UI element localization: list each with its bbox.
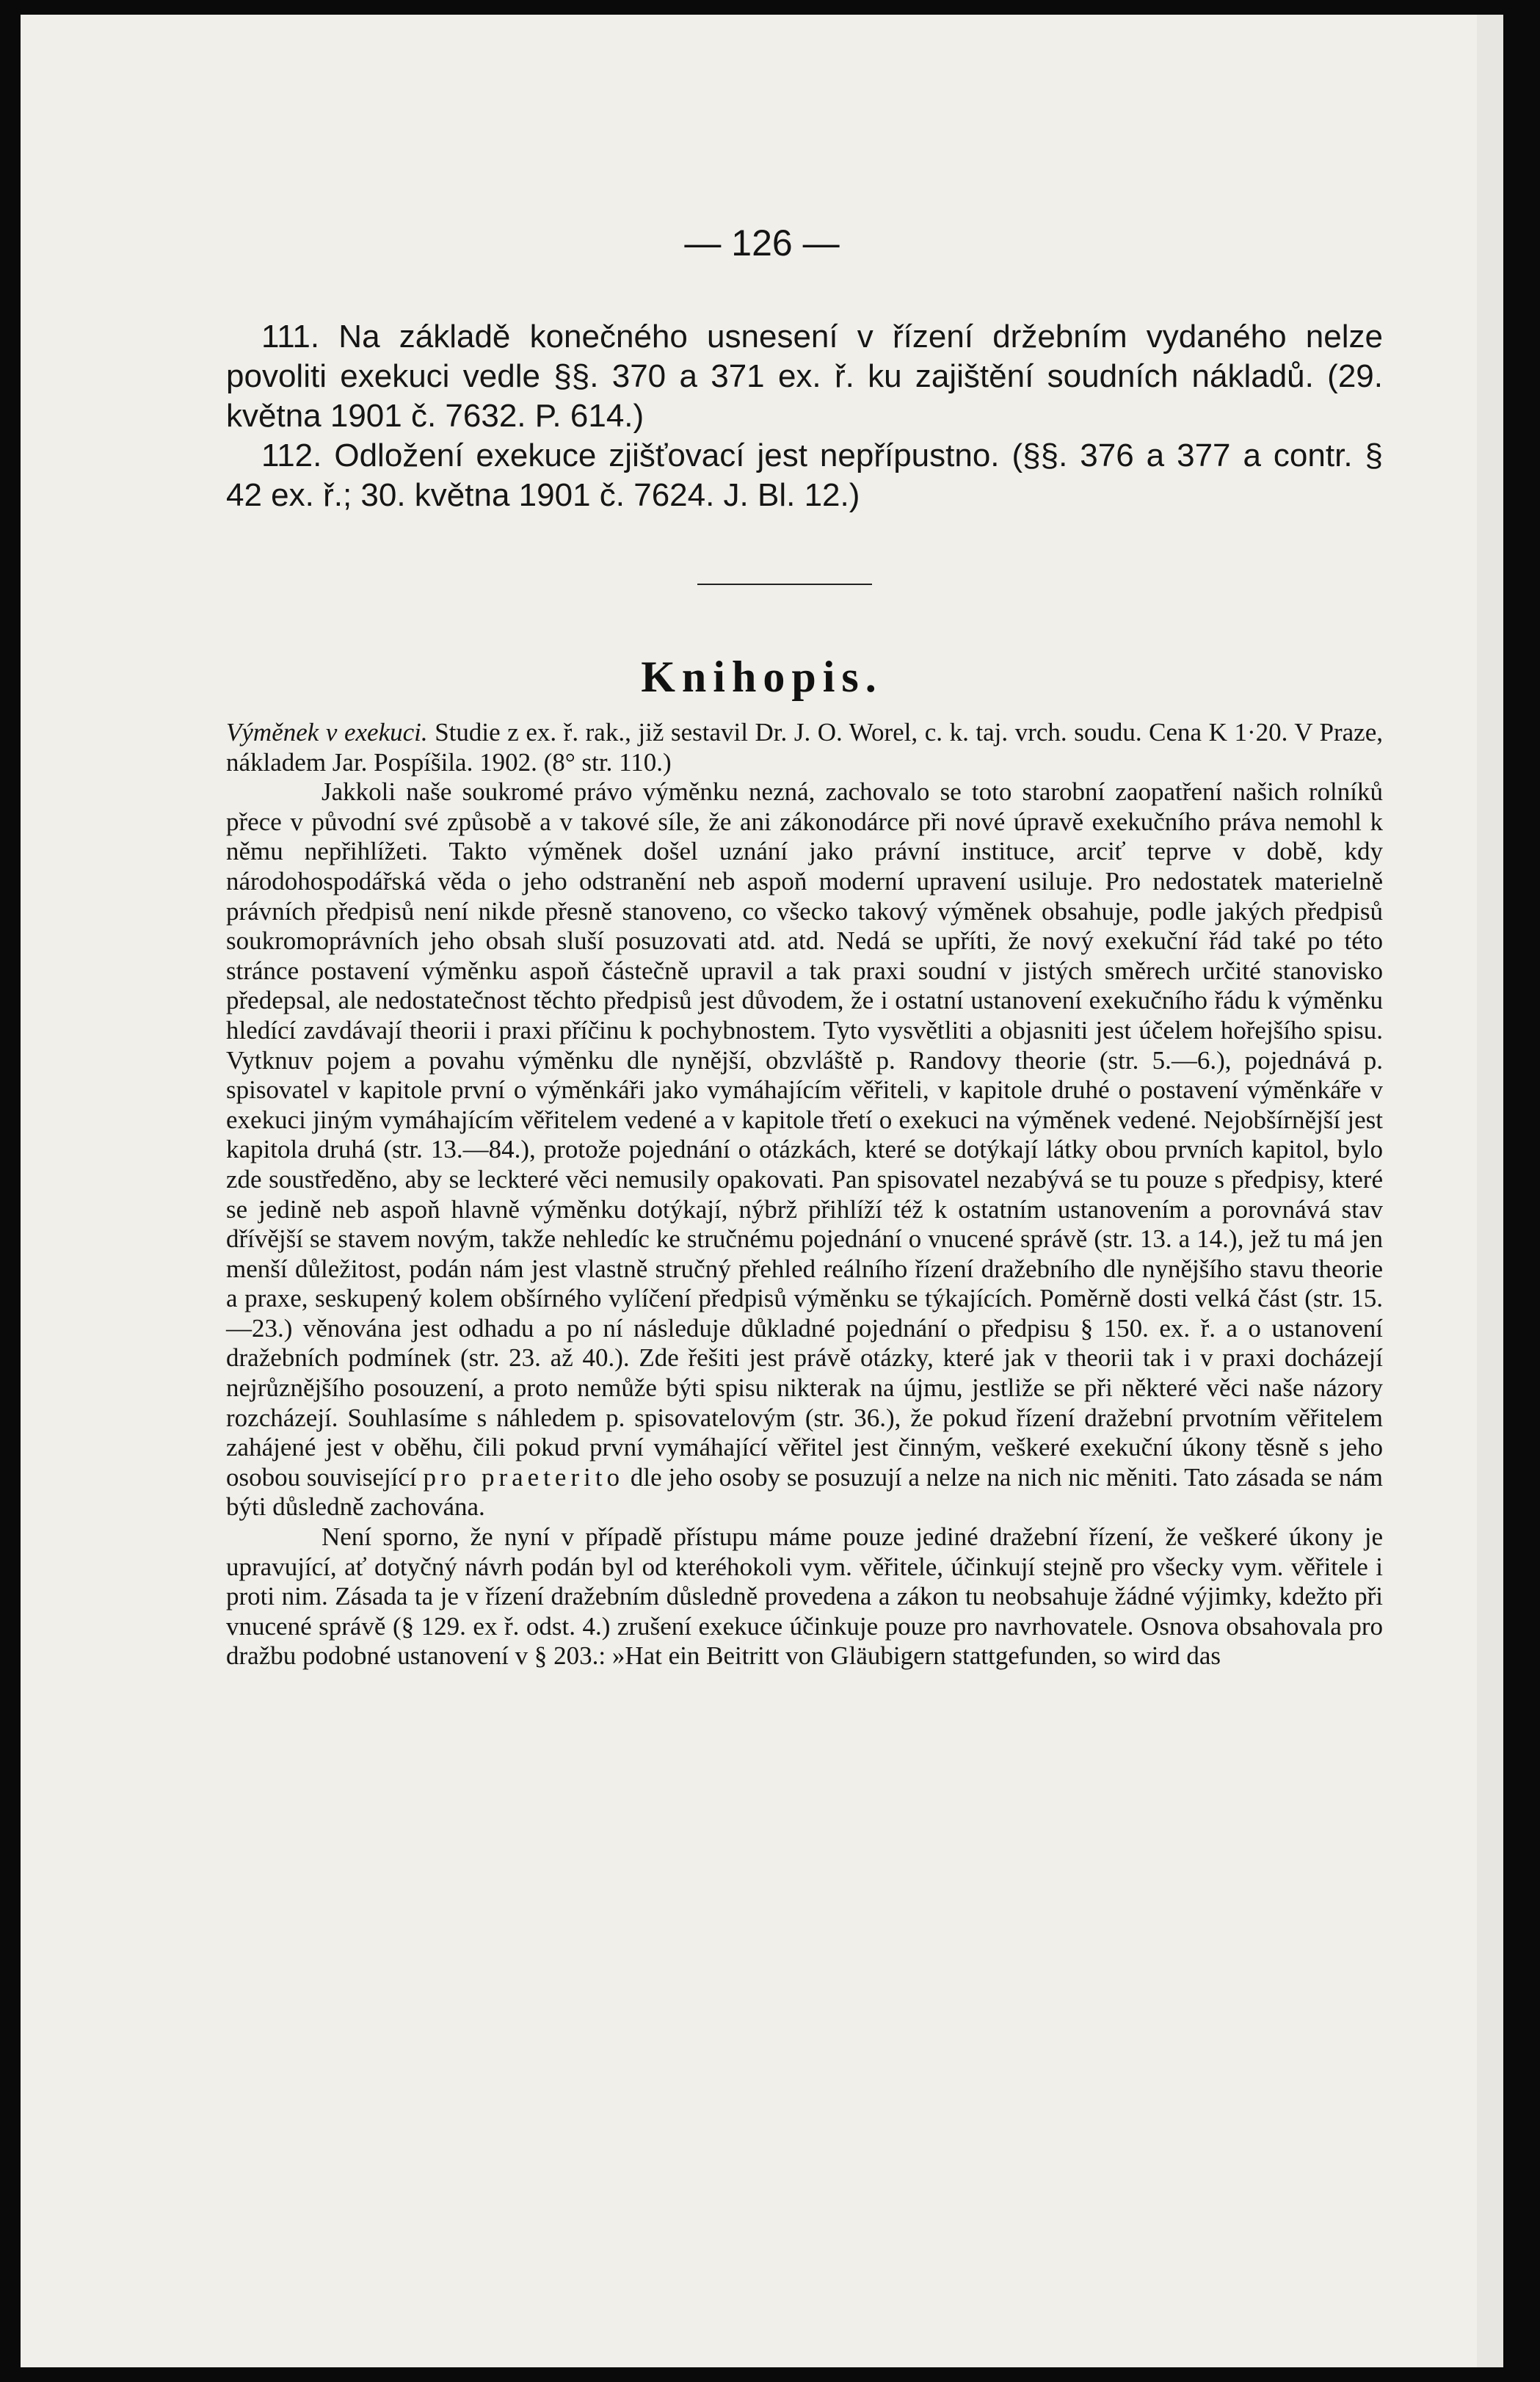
review-title: Výměnek v exekuci. bbox=[226, 718, 428, 747]
document-page bbox=[21, 15, 1503, 2367]
review-citation-text: Studie z ex. ř. rak., již sestavil Dr. J. O. Worel, c. k. taj. vrch. soudu. Cena K 1·20. V Praze, nákladem Jar. Pospíšila. 1902. (8° str. 110.) bbox=[226, 718, 1384, 777]
note-number: 112. bbox=[261, 437, 322, 473]
note-text: Odložení exekuce zjišťovací jest nepřípustno. (§§. 376 a 377 a contr. § 42 ex. ř.; 30. května 1901 č. 7624. J. Bl. 12.) bbox=[226, 437, 1383, 513]
spaced-phrase: pro praeterito bbox=[423, 1462, 625, 1492]
note-112 bbox=[226, 436, 1383, 515]
note-111 bbox=[226, 317, 1383, 436]
review-paragraph-text: dle jeho osoby se posuzují a nelze na nich nic měniti. Tato zásada se nám býti důsledně zachována. bbox=[226, 1462, 1384, 1522]
page-number: — 126 — bbox=[684, 222, 840, 264]
note-number: 111. bbox=[261, 319, 320, 355]
section-divider bbox=[697, 584, 872, 585]
legal-notes bbox=[226, 317, 1383, 515]
section-heading: Knihopis. bbox=[641, 653, 883, 701]
book-review bbox=[226, 718, 1383, 1671]
review-paragraph: Není sporno, že nyní v případě přístupu máme pouze jediné dražební řízení, že veškeré úkony je upravující, ať dotyčný návrh podán byl od kteréhokoli vym. věřitele, účinkují stejně pro všecky vym. věřitele i proti nim. Zásada ta je v řízení dražebním důsledně provedena a zákon tu neobsahuje žádné výjimky, kdežto při vnucené správě (§ 129. ex ř. odst. 4.) zrušení exekuce účinkuje pouze pro navrhovatele. Osnova obsahovala pro dražbu podobné ustanovení v § 203.: »Hat ein Beitritt von Gläubigern stattgefunden, so wird das bbox=[226, 1522, 1383, 1671]
note-text: Na základě konečného usnesení v řízení držebním vydaného nelze povoliti exekuci vedle §§. 370 a 371 ex. ř. ku zajištění soudních nákladů. (29. května 1901 č. 7632. P. 614.) bbox=[226, 319, 1383, 434]
review-paragraph-text: Jakkoli naše soukromé právo výměnku nezná, zachovalo se toto starobní zaopatření našich rolníků přece v původní své způsobě a v takové síle, že ani zákonodárce při nové úpravě exekučního práva nemohl k němu nepřihlížeti. Takto výměnek došel uznání jako právní instituce, arciť teprve v době, kdy národohospodářská věda o jeho odstranění neb aspoň moderní upravení usiluje. Pro nedostatek materielně právních předpisů není nikde přesně stanoveno, co všecko takový výměnek obsahuje, podle jakých předpisů soukromoprávních jeho obsah sluší posuzovati atd. atd. Nedá se upříti, že nový exekuční řád také po této stránce postavení výměnku aspoň částečně upravil a tak praxi soudní v jistých směrech určité stanovisko předepsal, ale nedostatečnost těchto předpisů jest důvodem, že i ostatní ustanovení exekučního řádu k výměnku hledící zavdávají theorii i praxi příčinu k pochybnostem. Tyto vysvětliti a objasniti jest účelem hořejšího spisu. Vytknuv pojem a povahu výměnku dle nynější, obzvláště p. Randovy theorie (str. 5.—6.), pojednává p. spisovatel v kapitole první o výměnkáři jako vymáhajícím věřiteli, v kapitole druhé o postavení výměnkáře v exekuci jiným vymáhajícím věřitelem vedené a v kapitole třetí o exekuci na výměnek vedené. Nejobšírnější jest kapitola druhá (str. 13.—84.), protože pojednání o otázkách, které se dotýkají látky obou prvních kapitol, bylo zde soustředěno, aby se leckteré věci nemusily opakovati. Pan spisovatel nezabývá se tu pouze s předpisy, které se jedině neb aspoň hlavně výměnku dotýkají, nýbrž přihlíží též k ostatním ustanovením a porovnává stav dřívější se stavem novým, takže nehledíc ke stručnému pojednání o vnucené správě (str. 13. a 14.), jež tu má jen menší důležitost, podán nám jest vlastně stručný přehled reálního řízení dražebního dle nynějšího stavu theorie a praxe, seskupený kolem obšírného vylíčení předpisů výměnku se týkajících. Poměrně dosti velká část (str. 15.—23.) věnována jest odhadu a po ní následuje důkladné pojednání o předpisu § 150. ex. ř. a o ustanovení dražebních podmínek (str. 23. až 40.). Zde řešiti jest právě otázky, které jak v theorii tak i v praxi docházejí nejrůznějšího posouzení, a proto nemůže býti spisu nikterak na újmu, jestliže se při některé věci naše názory rozcházejí. Souhlasíme s náhledem p. spisovatelovým (str. 36.), že pokud řízení dražební prvotním věřitelem zahájené jest v oběhu, čili pokud první vymáhající věřitel jest činným, veškeré exekuční úkony těsně s jeho osobou související bbox=[226, 777, 1383, 1492]
review-paragraph bbox=[226, 777, 1383, 1522]
review-citation bbox=[226, 718, 1383, 777]
scan-edge-strip bbox=[1477, 15, 1503, 2367]
